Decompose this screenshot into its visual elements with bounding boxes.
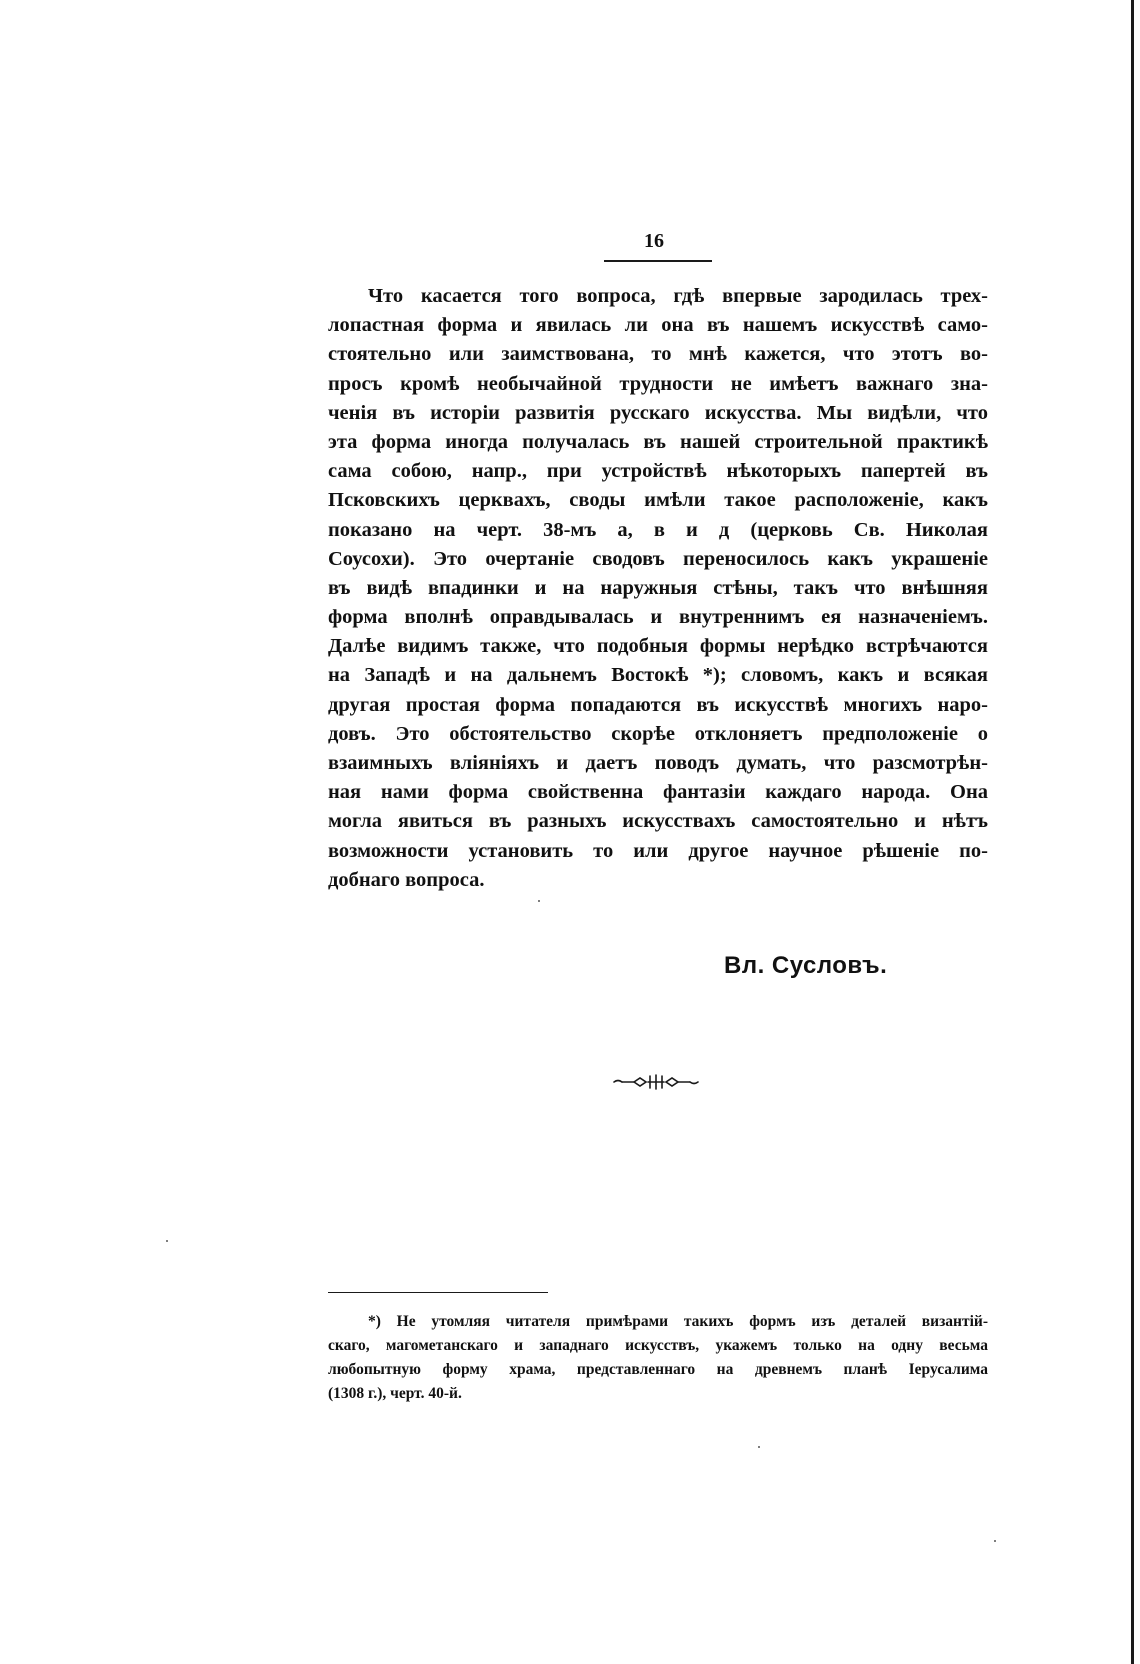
text-line: форма вполнѣ оправдывалась и внутреннимъ ея назначеніемъ. [328, 606, 988, 629]
page-number: 16 [644, 230, 664, 252]
text-line: Что касается того вопроса, гдѣ впервые зародилась трех- [368, 285, 988, 307]
text-line: Далѣе видимъ также, что подобныя формы нерѣдко встрѣчаются [328, 635, 988, 658]
page-number-rule [604, 260, 712, 262]
text-line: могла явиться въ разныхъ искусствахъ самостоятельно и нѣтъ [328, 810, 988, 833]
text-line: сама собою, напр., при устройствѣ нѣкоторыхъ папертей въ [328, 460, 988, 483]
text-line: довъ. Это обстоятельство скорѣе отклоняетъ предположеніе о [328, 722, 988, 745]
footnote-line: *) Не утомляя читателя примѣрами такихъ формъ изъ деталей византій- [368, 1313, 988, 1330]
footnote-rule [328, 1292, 548, 1293]
text-line: Соусохи). Это очертаніе сводовъ переносилось какъ украшеніе [328, 547, 988, 570]
paper-speck [538, 900, 540, 902]
paper-speck [166, 1240, 168, 1242]
text-line: добнаго вопроса. [328, 868, 485, 891]
text-line: просъ кромѣ необычайной трудности не имѣетъ важнаго зна- [328, 372, 988, 395]
body-text [328, 282, 988, 895]
ornament-divider-icon [612, 1072, 700, 1092]
paper-speck [758, 1446, 760, 1448]
text-line: ченія въ исторіи развитія русскаго искусства. Мы видѣли, что [328, 401, 988, 424]
text-line: взаимныхъ вліяніяхъ и даетъ поводъ думать, что разсмотрѣн- [328, 752, 988, 774]
paper-speck [994, 1540, 996, 1542]
text-line: другая простая форма попадаются въ искусствѣ многихъ наро- [328, 693, 988, 716]
text-line: на Западѣ и на дальнемъ Востокѣ *); словомъ, какъ и всякая [328, 664, 988, 687]
text-line: показано на черт. 38-мъ а, в и д (церковь Св. Николая [328, 518, 988, 541]
text-line: эта форма иногда получалась въ нашей строительной практикѣ [328, 430, 988, 453]
footnote [328, 1310, 988, 1406]
footnote-line: (1308 г.), черт. 40-й. [328, 1385, 462, 1402]
footnote-line: скаго, магометанскаго и западнаго искусствъ, укажемъ только на одну весьма [328, 1337, 988, 1354]
text-line: ная нами форма свойственна фантазіи каждаго народа. Она [328, 781, 988, 804]
text-line: въ видѣ впадинки и на наружныя стѣны, такъ что внѣшняя [328, 576, 988, 599]
author-signature: Вл. Сусловъ. [724, 952, 888, 979]
text-line: стоятельно или заимствована, то мнѣ кажется, что этотъ во- [328, 343, 988, 366]
footnote-line: любопытную форму храма, представленнаго на древнемъ планѣ Іерусалима [328, 1361, 988, 1378]
text-line: лопастная форма и явилась ли она въ нашемъ искусствѣ само- [328, 314, 988, 337]
text-line: возможности установить то или другое научное рѣшеніе по- [328, 839, 988, 862]
text-line: Псковскихъ церквахъ, своды имѣли такое расположеніе, какъ [328, 489, 988, 512]
page-edge-line [1131, 0, 1134, 1664]
